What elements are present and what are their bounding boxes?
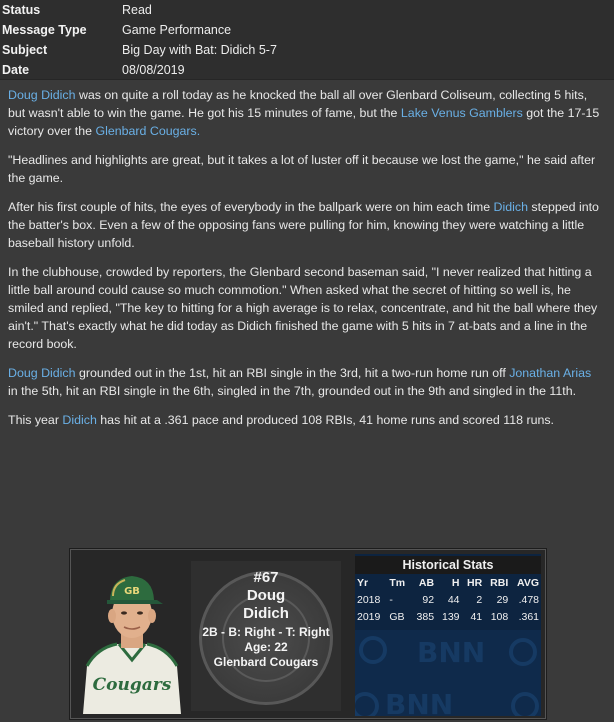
player-card bbox=[70, 549, 546, 719]
paragraph-text: in the 5th, hit an RBI single in the 6th, singled in the 7th, grounded out in the 9th and singled in the 11th. bbox=[8, 384, 577, 398]
paragraph-text: stepped into the batter's box. Even a few of the opposing fans were pulling for him, knowing they were watching a little baseball history unfold. bbox=[8, 200, 599, 250]
player-link[interactable]: Didich bbox=[62, 413, 97, 427]
cell-rbi: 108 bbox=[490, 610, 509, 623]
article-paragraph bbox=[8, 198, 604, 252]
status-label: Status bbox=[2, 3, 41, 17]
player-link[interactable]: Doug Didich bbox=[8, 366, 76, 380]
article-paragraph bbox=[8, 86, 604, 140]
message-type-row bbox=[0, 20, 614, 40]
cell-h: 139 bbox=[441, 610, 460, 623]
message-header bbox=[0, 0, 614, 80]
cell-avg: .478 bbox=[518, 593, 539, 606]
stats-table bbox=[355, 574, 541, 625]
subject-label: Subject bbox=[2, 43, 48, 57]
status-row bbox=[0, 0, 614, 20]
player-link[interactable]: Didich bbox=[493, 200, 528, 214]
paragraph-text: was on quite a roll today as he knocked the ball all over Glenbard Coliseum, collecting 5 hits, but wasn't able to win the game. He got his 15 minutes of fame, but the bbox=[8, 88, 588, 120]
message-type-value: Game Performance bbox=[122, 23, 232, 37]
article-paragraph bbox=[8, 364, 604, 400]
player-number: #67 bbox=[253, 569, 279, 586]
pitcher-link[interactable]: Jonathan Arias bbox=[509, 366, 592, 380]
date-row bbox=[0, 60, 614, 80]
paragraph-text: . bbox=[196, 124, 201, 138]
cell-hr: 2 bbox=[476, 593, 483, 606]
player-age: Age: 22 bbox=[244, 640, 288, 654]
player-position: 2B - B: Right - T: Right bbox=[202, 625, 330, 639]
cell-rbi: 29 bbox=[496, 593, 509, 606]
col-ab: AB bbox=[418, 576, 435, 589]
historical-stats-panel bbox=[355, 554, 541, 716]
cell-ab: 385 bbox=[416, 610, 435, 623]
cell-team: GB bbox=[389, 610, 405, 623]
player-info-panel bbox=[191, 561, 341, 711]
player-info-text bbox=[191, 569, 341, 670]
article-paragraph: "Headlines and highlights are great, but it takes a lot of luster off it because we lost the game," he said after the game. bbox=[8, 153, 596, 185]
paragraph-text: grounded out in the 1st, hit an RBI single in the 3rd, hit a two-run home run off bbox=[75, 366, 510, 380]
player-team[interactable]: Glenbard Cougars bbox=[213, 655, 319, 669]
cell-h: 44 bbox=[447, 593, 460, 606]
cell-team: - bbox=[389, 593, 393, 606]
article-paragraph: In the clubhouse, crowded by reporters, the Glenbard second baseman said, "I never realized that hitting a little ball around could cause so much commotion." When asked what the secret of hitting so well is, he smiled and replied, "The key to hitting for a high average is to relax, concentrate, and hit the ball where they ain't." That's exactly what he did today as Didich finished the game with 5 hits in 7 at-bats and a line in the record book. bbox=[8, 265, 598, 351]
paragraph-text: This year bbox=[8, 413, 63, 427]
col-team: Tm bbox=[389, 576, 406, 589]
table-row bbox=[355, 591, 541, 608]
team-link-gamblers[interactable]: Lake Venus Gamblers bbox=[400, 106, 523, 120]
table-row bbox=[355, 608, 541, 625]
article-paragraph bbox=[8, 411, 604, 429]
svg-text:Cougars: Cougars bbox=[92, 675, 172, 695]
cell-year: 2019 bbox=[357, 610, 381, 623]
paragraph-text: got the 17-15 victory over the bbox=[8, 106, 600, 138]
status-value: Read bbox=[122, 3, 152, 17]
date-value: 08/08/2019 bbox=[122, 63, 185, 77]
cell-ab: 92 bbox=[422, 593, 435, 606]
svg-text:GB: GB bbox=[124, 586, 140, 597]
team-link-cougars[interactable]: Glenbard Cougars bbox=[95, 124, 197, 138]
subject-value: Big Day with Bat: Didich 5-7 bbox=[122, 43, 277, 57]
col-h: H bbox=[451, 576, 460, 589]
col-avg: AVG bbox=[517, 576, 539, 589]
message-type-label: Message Type bbox=[2, 23, 87, 37]
date-label: Date bbox=[2, 63, 30, 77]
cell-hr: 41 bbox=[470, 610, 483, 623]
player-first-name[interactable]: Doug bbox=[246, 587, 286, 604]
paragraph-text: After his first couple of hits, the eyes of everybody in the ballpark were on him each time bbox=[8, 200, 494, 214]
col-rbi: RBI bbox=[490, 576, 509, 589]
player-photo[interactable] bbox=[77, 556, 187, 714]
player-portrait-icon bbox=[77, 556, 187, 714]
paragraph-text: has hit at a .361 pace and produced 108 RBIs, 41 home runs and scored 118 runs. bbox=[96, 413, 554, 427]
stats-header-row bbox=[355, 574, 541, 591]
article-body bbox=[8, 86, 604, 440]
col-year: Yr bbox=[357, 576, 369, 589]
cell-avg: .361 bbox=[518, 610, 539, 623]
cell-year: 2018 bbox=[357, 593, 381, 606]
player-last-name[interactable]: Didich bbox=[243, 605, 289, 622]
col-hr: HR bbox=[466, 576, 483, 589]
subject-row bbox=[0, 40, 614, 60]
stats-title: Historical Stats bbox=[355, 556, 541, 574]
player-link[interactable]: Doug Didich bbox=[8, 88, 76, 102]
svg-text:BNN: BNN bbox=[417, 636, 486, 669]
svg-text:BNN: BNN bbox=[385, 688, 454, 716]
